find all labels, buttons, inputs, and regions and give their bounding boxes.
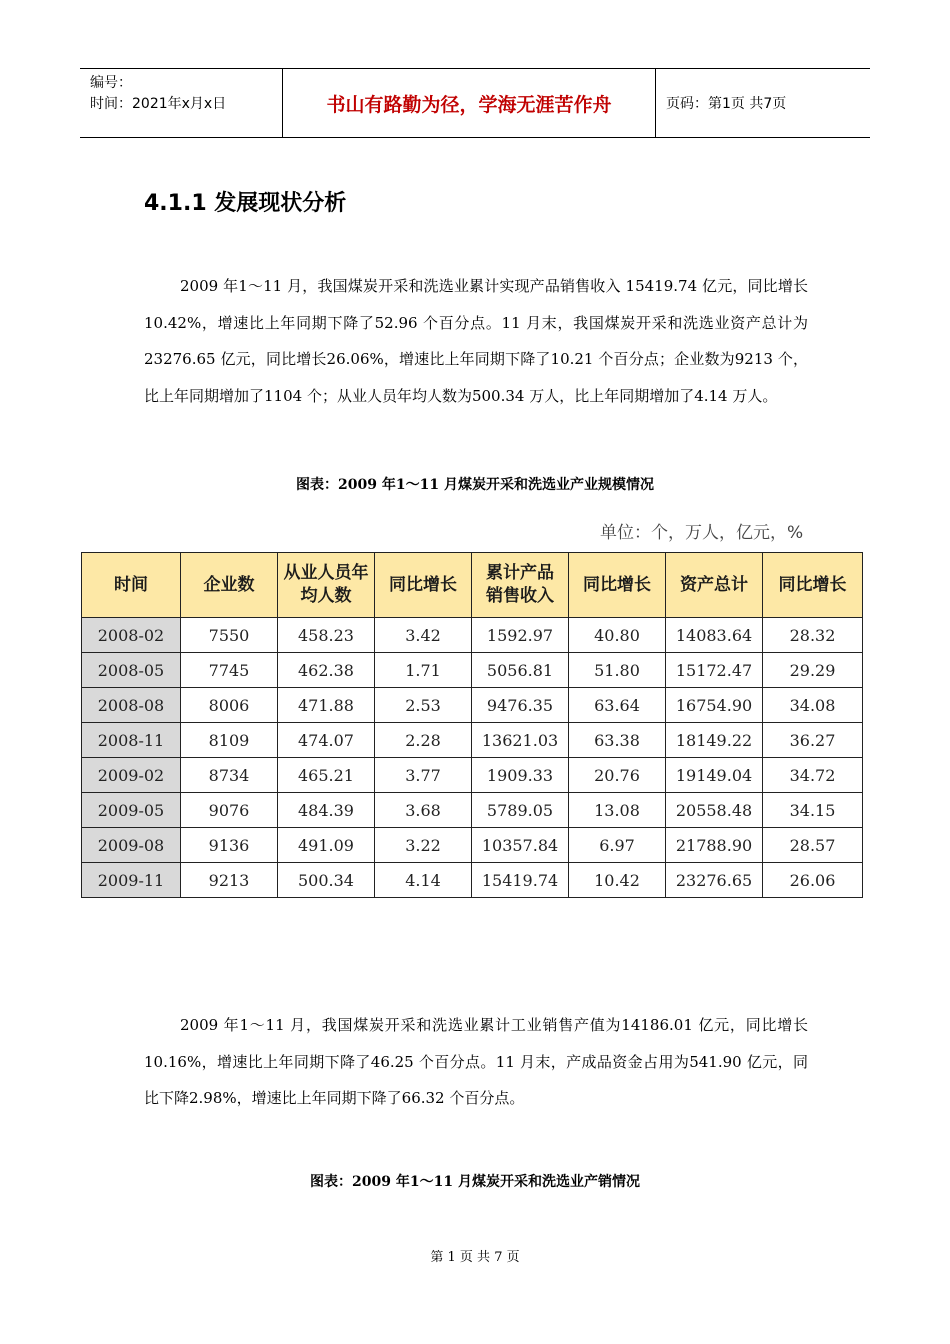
cell-enterprises: 9136	[181, 828, 278, 863]
table-row	[82, 723, 863, 758]
cell-growth-3: 28.57	[763, 828, 863, 863]
document-number-label: 编号：	[90, 75, 132, 91]
cell-employees: 462.38	[278, 653, 375, 688]
cell-growth-1: 3.22	[375, 828, 472, 863]
table-row	[82, 688, 863, 723]
table-row	[82, 793, 863, 828]
cell-employees: 500.34	[278, 863, 375, 898]
cell-growth-1: 1.71	[375, 653, 472, 688]
table-row	[82, 863, 863, 898]
table-row	[82, 758, 863, 793]
table-row	[82, 828, 863, 863]
cell-growth-1: 3.77	[375, 758, 472, 793]
cell-enterprises: 7745	[181, 653, 278, 688]
header-meta	[80, 69, 282, 137]
cell-employees: 474.07	[278, 723, 375, 758]
cell-enterprises: 9213	[181, 863, 278, 898]
cell-growth-3: 36.27	[763, 723, 863, 758]
cell-time: 2008-11	[82, 723, 181, 758]
cell-sales-revenue: 9476.35	[472, 688, 569, 723]
cell-time: 2008-08	[82, 688, 181, 723]
cell-growth-2: 13.08	[569, 793, 666, 828]
cell-growth-1: 2.28	[375, 723, 472, 758]
cell-time: 2009-02	[82, 758, 181, 793]
cell-total-assets: 15172.47	[666, 653, 763, 688]
cell-growth-1: 3.68	[375, 793, 472, 828]
cell-growth-3: 28.32	[763, 618, 863, 653]
cell-employees: 458.23	[278, 618, 375, 653]
cell-growth-3: 26.06	[763, 863, 863, 898]
col-header-time: 时间	[82, 553, 181, 618]
table-header-row	[82, 553, 863, 618]
section-heading: 4.1.1 发展现状分析	[144, 191, 347, 216]
cell-time: 2009-08	[82, 828, 181, 863]
page-header	[80, 68, 870, 138]
cell-growth-3: 34.72	[763, 758, 863, 793]
cell-total-assets: 19149.04	[666, 758, 763, 793]
cell-growth-2: 51.80	[569, 653, 666, 688]
cell-employees: 491.09	[278, 828, 375, 863]
cell-growth-2: 20.76	[569, 758, 666, 793]
cell-growth-2: 63.38	[569, 723, 666, 758]
col-header-total-assets: 资产总计	[666, 553, 763, 618]
cell-enterprises: 8006	[181, 688, 278, 723]
col-header-employees: 从业人员年均人数	[278, 553, 375, 618]
cell-sales-revenue: 5789.05	[472, 793, 569, 828]
cell-growth-1: 2.53	[375, 688, 472, 723]
cell-sales-revenue: 1909.33	[472, 758, 569, 793]
cell-total-assets: 20558.48	[666, 793, 763, 828]
cell-enterprises: 9076	[181, 793, 278, 828]
cell-total-assets: 18149.22	[666, 723, 763, 758]
cell-sales-revenue: 13621.03	[472, 723, 569, 758]
col-header-sales-revenue: 累计产品销售收入	[472, 553, 569, 618]
cell-enterprises: 8734	[181, 758, 278, 793]
table-row	[82, 618, 863, 653]
cell-sales-revenue: 10357.84	[472, 828, 569, 863]
cell-growth-2: 6.97	[569, 828, 666, 863]
cell-sales-revenue: 1592.97	[472, 618, 569, 653]
unit-note: 单位：个，万人，亿元，%	[600, 523, 804, 543]
cell-sales-revenue: 15419.74	[472, 863, 569, 898]
cell-time: 2008-02	[82, 618, 181, 653]
document-date: 时间：2021年x月x日	[90, 96, 227, 112]
cell-growth-2: 63.64	[569, 688, 666, 723]
cell-employees: 484.39	[278, 793, 375, 828]
header-page-info: 页码：第1页 共7页	[666, 96, 787, 112]
cell-time: 2009-05	[82, 793, 181, 828]
col-header-enterprises: 企业数	[181, 553, 278, 618]
cell-growth-2: 40.80	[569, 618, 666, 653]
body-paragraph-2: 2009 年1～11 月，我国煤炭开采和洗选业累计工业销售产值为14186.01 亿元，同比增长10.16%，增速比上年同期下降了46.25 个百分点。11 月末，产成品资金占用为541.90 亿元，同比下降2.98%，增速比上年同期下降了66.32 个百分点。	[144, 1016, 808, 1107]
cell-sales-revenue: 5056.81	[472, 653, 569, 688]
header-motto: 书山有路勤为径，学海无涯苦作舟	[282, 69, 656, 137]
cell-total-assets: 16754.90	[666, 688, 763, 723]
cell-growth-1: 4.14	[375, 863, 472, 898]
cell-growth-3: 34.15	[763, 793, 863, 828]
cell-total-assets: 14083.64	[666, 618, 763, 653]
cell-total-assets: 23276.65	[666, 863, 763, 898]
cell-enterprises: 7550	[181, 618, 278, 653]
table-row	[82, 653, 863, 688]
cell-growth-3: 34.08	[763, 688, 863, 723]
col-header-growth-1: 同比增长	[375, 553, 472, 618]
industry-scale-table	[81, 552, 863, 898]
table-caption: 图表：2009 年1～11 月煤炭开采和洗选业产业规模情况	[296, 477, 654, 493]
cell-employees: 471.88	[278, 688, 375, 723]
cell-total-assets: 21788.90	[666, 828, 763, 863]
cell-growth-2: 10.42	[569, 863, 666, 898]
body-paragraph-1: 2009 年1～11 月，我国煤炭开采和洗选业累计实现产品销售收入 15419.74 亿元，同比增长10.42%，增速比上年同期下降了52.96 个百分点。11 月末，我国煤炭开采和洗选业资产总计为23276.65 亿元，同比增长26.06%，增速比上年同期下降了10.21 个百分点；企业数为9213 个，比上年同期增加了1104 个；从业人员年均人数为500.34 万人，比上年同期增加了4.14 万人。	[144, 277, 808, 405]
cell-employees: 465.21	[278, 758, 375, 793]
cell-enterprises: 8109	[181, 723, 278, 758]
cell-time: 2008-05	[82, 653, 181, 688]
page-footer: 第 1 页 共 7 页	[430, 1250, 520, 1265]
col-header-growth-3: 同比增长	[763, 553, 863, 618]
cell-growth-3: 29.29	[763, 653, 863, 688]
chart-caption: 图表：2009 年1～11 月煤炭开采和洗选业产销情况	[310, 1174, 640, 1190]
col-header-growth-2: 同比增长	[569, 553, 666, 618]
cell-time: 2009-11	[82, 863, 181, 898]
cell-growth-1: 3.42	[375, 618, 472, 653]
